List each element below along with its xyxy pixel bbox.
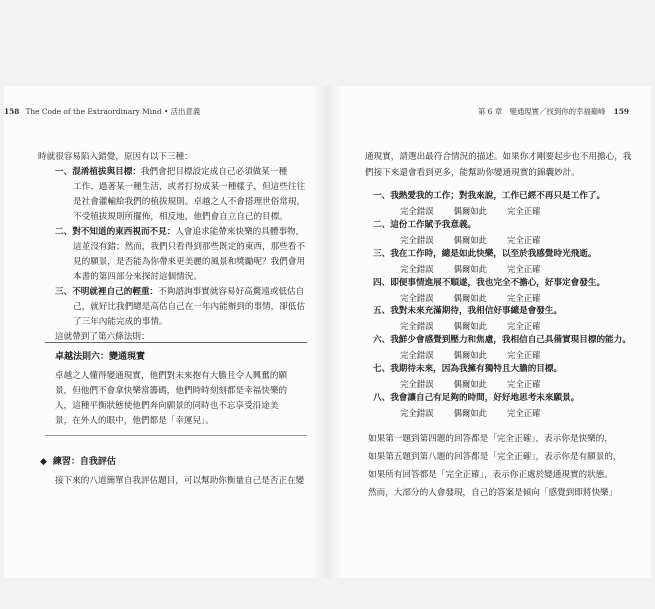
option-sometimes: 偶爾如此	[453, 293, 487, 303]
book-running-title: The Code of the Extraordinary Mind • 活出意義	[25, 107, 201, 116]
question-8-options	[400, 406, 561, 420]
question-4-options	[400, 291, 561, 305]
right-running-header	[478, 106, 629, 117]
question-6: 六、我鮮少會感覺到壓力和焦慮，我相信自己具備實現目標的能力。	[373, 335, 631, 345]
item-3-line-3: 了三年內能完成的事情。	[73, 317, 168, 327]
option-always: 完全正確	[507, 206, 541, 216]
item-3-heading: 三、不明就裡自己的輕重：	[55, 287, 159, 297]
right-page	[327, 86, 651, 578]
option-never: 完全錯誤	[400, 379, 434, 389]
intro-line: 時就很容易陷入錯覺，原因有以下三種：	[38, 152, 193, 162]
option-never: 完全錯誤	[400, 408, 434, 418]
item-1-line-4: 不受植拔規則所擺佈，相反地，他們會自立自己的目標。	[73, 212, 288, 222]
option-never: 完全錯誤	[400, 350, 434, 360]
item-1-first-text: 我們會把目標設定成自己必須做某一種	[140, 167, 288, 177]
left-page-number: 158	[4, 107, 20, 116]
question-3-options	[400, 262, 561, 276]
item-2-line-2: 這並沒有錯；然而，我們只看得到那些既定的東西，那些看不	[73, 242, 306, 252]
question-1: 一、我熱愛我的工作；對我來說，工作已經不再只是工作了。	[373, 191, 606, 201]
option-always: 完全正確	[507, 350, 541, 360]
option-sometimes: 偶爾如此	[453, 408, 487, 418]
left-running-header	[4, 106, 200, 117]
law-box-line-1: 卓越之人懂得變通現實，他們對未來抱有大膽且令人興奮的願	[55, 371, 288, 381]
option-sometimes: 偶爾如此	[453, 235, 487, 245]
option-sometimes: 偶爾如此	[453, 350, 487, 360]
law-box-line-3: 人，這種平衡狀態使他們奔向願景的同時也不忘享受沿途美	[55, 401, 279, 411]
item-2-line-4: 本書的第四部分來探討這個情況。	[73, 272, 202, 282]
item-3-line-2: 己，就好比我們總是高估自己在一年內能辦到的事情，卻低估	[73, 302, 306, 312]
left-page	[4, 86, 327, 578]
item-2-first-line	[55, 225, 304, 240]
item-2-heading: 二、對不知道的東西視而不見：	[55, 227, 176, 237]
law-box-line-2: 景，但他們不會拿快樂當籌碼，他們時時刻刻都是幸福快樂的	[55, 386, 288, 396]
item-2-first-text: 人會追求能帶來快樂的具體事物，	[175, 227, 305, 237]
option-always: 完全正確	[507, 321, 541, 331]
item-1-line-2: 工作、過著某一種生活，或者打扮成某一種樣子，但這些往往	[73, 182, 306, 192]
exercise-heading	[40, 455, 116, 470]
option-always: 完全正確	[507, 379, 541, 389]
option-always: 完全正確	[507, 264, 541, 274]
option-always: 完全正確	[507, 293, 541, 303]
option-never: 完全錯誤	[400, 264, 434, 274]
law-box	[45, 342, 307, 436]
question-7: 七、我期待未來，因為我擁有獨特且大膽的目標。	[373, 364, 563, 374]
question-1-options	[400, 204, 561, 218]
right-intro-line-1: 通現實，請選出最符合情況的描述。如果你才剛要起步也不用擔心，我	[365, 152, 632, 162]
exercise-line: 接下來的八道簡單自我評估題目，可以幫助你衡量自己是否正在變	[55, 476, 305, 486]
item-1-first-line	[55, 165, 287, 180]
option-always: 完全正確	[507, 408, 541, 418]
question-7-options	[400, 377, 561, 391]
conclusion-line-1: 如果第一題到第四題的回答都是「完全正確」，表示你是快樂的，	[368, 434, 613, 444]
law-box-line-4: 景，在外人的眼中，他們都是「幸運兒」。	[55, 416, 214, 426]
option-always: 完全正確	[507, 235, 541, 245]
item-3-first-line	[55, 285, 304, 300]
diamond-icon: ◆	[40, 457, 47, 467]
option-never: 完全錯誤	[400, 321, 434, 331]
option-never: 完全錯誤	[400, 235, 434, 245]
question-8: 八、我會讓自己有足夠的時間，好好地思考未來願景。	[373, 393, 580, 403]
question-4: 四、即便事情進展不順遂，我也完全不擔心，好事定會發生。	[373, 278, 606, 288]
item-1-line-3: 是社會灌輸給我們的植拔規則。卓越之人不會搭理世俗常規，	[73, 197, 306, 207]
item-3-first-text: 不夠諮詢事實就容易好高騖遠或低估自	[158, 287, 305, 297]
option-sometimes: 偶爾如此	[453, 321, 487, 331]
item-2-line-3: 見的願景，是否能為你帶來更美麗的風景和獎勵呢？我們會用	[73, 257, 306, 267]
chapter-title: 第 6 章 變通現實／找到你的幸福巔峰	[477, 107, 606, 116]
right-intro-line-2: 們接下來還會看到更多，能幫助你變通現實的錦囊妙計。	[365, 168, 580, 178]
conclusion-line-2: 如果第五題到第八題的回答都是「完全正確」，表示你是有願景的，	[368, 452, 622, 462]
option-sometimes: 偶爾如此	[453, 206, 487, 216]
option-sometimes: 偶爾如此	[453, 379, 487, 389]
question-3: 三、我在工作時，總是如此快樂，以至於我感覺時光飛逝。	[373, 249, 597, 259]
question-5: 五、我對未來充滿期待，我相信好事總是會發生。	[373, 306, 563, 316]
item-1-heading: 一、混淆植拔與目標：	[55, 167, 141, 177]
option-never: 完全錯誤	[400, 293, 434, 303]
exercise-title: 練習：自我評估	[52, 457, 116, 467]
question-2-options	[400, 233, 561, 247]
conclusion-line-3: 如果所有回答都是「完全正確」，表示你正處於變通現實的狀態。	[368, 470, 613, 480]
law-box-title: 卓越法則六：變通現實	[55, 352, 146, 362]
option-sometimes: 偶爾如此	[453, 264, 487, 274]
option-never: 完全錯誤	[400, 206, 434, 216]
transition-line: 這就帶到了第六條法則：	[55, 332, 150, 342]
question-5-options	[400, 319, 561, 333]
question-2: 二、這份工作賦予我意義。	[373, 220, 477, 230]
right-page-number: 159	[613, 107, 629, 116]
question-6-options	[400, 348, 561, 362]
conclusion-line-4: 然而，大部分的人會發現，自己的答案是傾向「感覺到即將快樂」	[368, 488, 618, 498]
